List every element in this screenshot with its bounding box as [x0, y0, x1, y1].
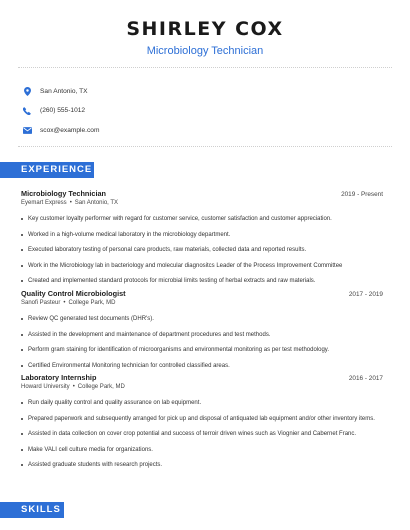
header-divider: [18, 67, 392, 68]
bullet-item: Worked in a high-volume medical laboratory in the microbiology department.: [21, 231, 383, 247]
separator-dot: •: [72, 384, 75, 390]
email-icon: [22, 125, 32, 135]
phone-icon: [22, 106, 32, 116]
separator-dot: •: [63, 300, 66, 306]
bullet-item: Executed laboratory testing of personal care products, raw materials, collected data and reported results.: [21, 246, 383, 262]
bullet-item: Assisted in the development and maintenance of department procedures and test methods.: [21, 331, 383, 347]
bullet-item: Certified Environmental Monitoring technician for controlled classified areas.: [21, 362, 383, 378]
location-text: San Antonio, TX: [40, 87, 88, 95]
email-text: scox@example.com: [40, 126, 100, 134]
job-bullets: [21, 399, 383, 477]
contact-list: [22, 82, 382, 141]
bullet-item: Created and implemented standard protocols for microbial limits testing of herbal extracts and raw materials.: [21, 277, 383, 293]
candidate-name: SHIRLEY COX: [126, 18, 284, 40]
bullet-item: Prepared paperwork and subsequently arranged for pick up and disposal of antiquated lab equipment and/or other inventory items.: [21, 415, 383, 431]
company-location: College Park, MD: [77, 384, 125, 390]
separator-dot: •: [69, 200, 72, 206]
skills-heading: SKILLS: [0, 502, 64, 518]
company-location: College Park, MD: [68, 300, 116, 306]
job-title: Laboratory Internship: [21, 373, 97, 382]
company-name: Sanofi Pasteur: [21, 300, 61, 306]
job-title: Microbiology Technician: [21, 189, 107, 198]
job-entry: [21, 289, 383, 377]
job-entry: [21, 373, 383, 477]
contact-email: [22, 121, 382, 139]
job-title: Quality Control Microbiologist: [21, 289, 126, 298]
phone-text: (260) 555-1012: [40, 107, 86, 114]
resume-header: [0, 0, 410, 58]
job-dates: 2016 - 2017: [348, 375, 383, 382]
bullet-item: Make VALI cell culture media for organizations.: [21, 446, 383, 462]
bullet-item: Key customer loyalty performer with regard for customer service, customer satisfaction and customer appreciation.: [21, 215, 383, 231]
bullet-item: Perform gram staining for identification of microorganisms and environmental monitoring as per test methodology.: [21, 346, 383, 362]
contact-location: [22, 82, 382, 100]
bullet-item: Work in the Microbiology lab in bacteriology and molecular diagnositcs Leader of the Process Improvement Committee: [21, 262, 383, 278]
contact-divider: [18, 146, 392, 147]
experience-heading: EXPERIENCE: [0, 162, 94, 178]
job-bullets: [21, 215, 383, 293]
company-name: Eyemart Express: [21, 200, 67, 206]
job-entry: [21, 189, 383, 293]
bullet-item: Run daily quality control and quality assurance on lab equipment.: [21, 399, 383, 415]
location-pin-icon: [22, 86, 32, 96]
bullet-item: Review QC generated test documents (DHR's).: [21, 315, 383, 331]
bullet-item: Assisted graduate students with research projects.: [21, 461, 383, 477]
company-name: Howard University: [21, 384, 70, 390]
contact-phone: [22, 102, 382, 120]
job-dates: 2017 - 2019: [348, 291, 383, 298]
job-headline: Microbiology Technician: [146, 45, 264, 57]
job-dates: 2019 - Present: [341, 191, 383, 198]
bullet-item: Assisted in data collection on cover crop potential and success of terroir driven wines such as Viognier and Cabernet Franc.: [21, 430, 383, 446]
company-location: San Antonio, TX: [74, 200, 119, 206]
job-bullets: [21, 315, 383, 377]
